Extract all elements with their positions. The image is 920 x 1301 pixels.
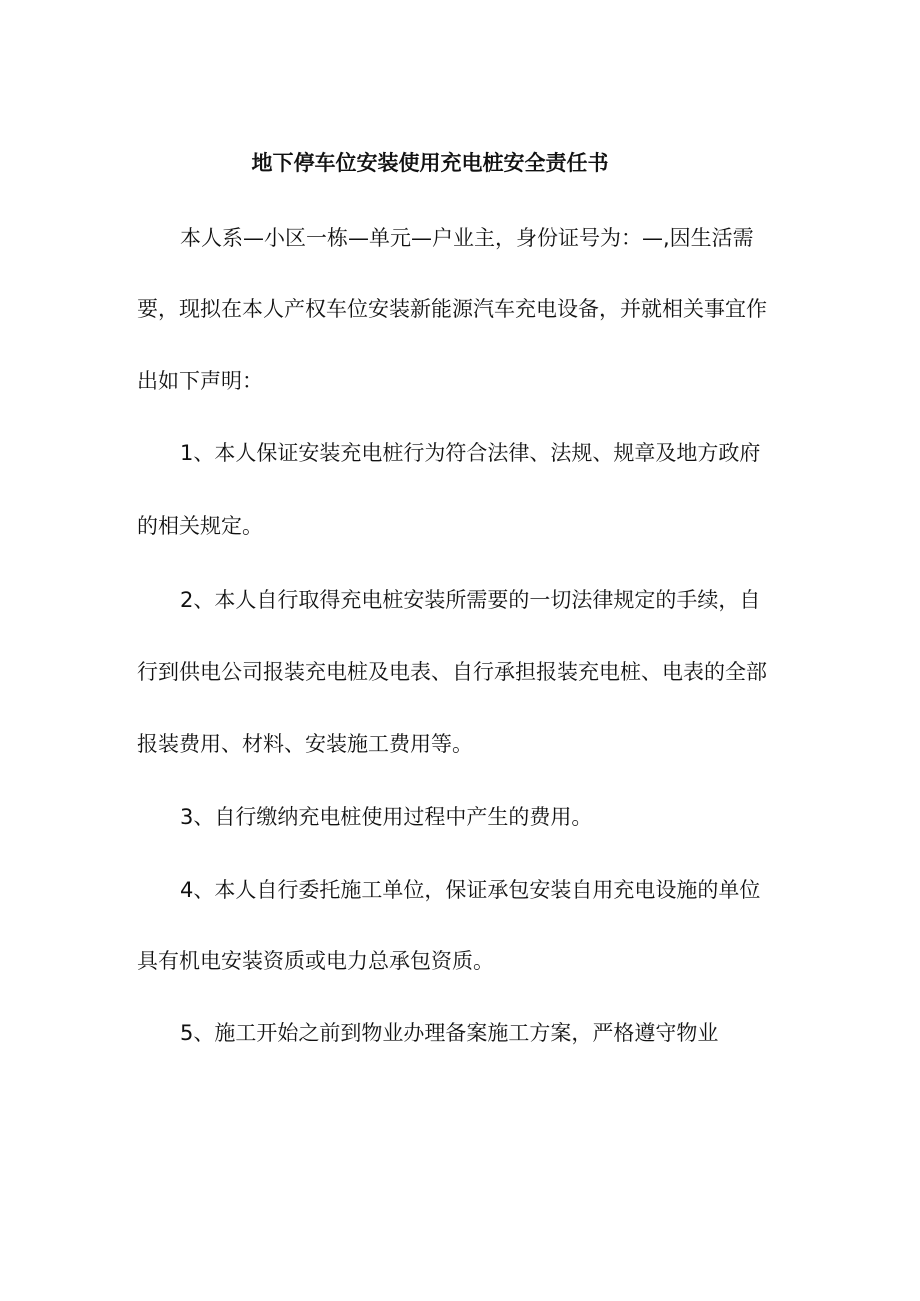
text-line: 行到供电公司报装充电桩及电表、自行承担报装充电桩、电表的全部 [137,660,767,684]
text-line: 报装费用、材料、安装施工费用等。 [137,732,473,756]
text-line: 具有机电安装资质或电力总承包资质。 [137,949,494,973]
text-line: 4、本人自行委托施工单位，保证承包安装自用充电设施的单位 [180,878,761,902]
text-line: 出如下声明： [137,369,263,393]
text-line: 5、施工开始之前到物业办理备案施工方案，严格遵守物业 [180,1021,719,1045]
text-line: 要，现拟在本人产权车位安装新能源汽车充电设备，并就相关事宜作 [137,297,767,321]
document-title: 地下停车位安装使用充电桩安全责任书 [251,151,609,175]
text-line: 3、自行缴纳充电桩使用过程中产生的费用。 [180,805,593,829]
text-line: 2、本人自行取得充电桩安装所需要的一切法律规定的手续，自 [180,588,761,612]
text-line: 1、本人保证安装充电桩行为符合法律、法规、规章及地方政府 [180,441,761,465]
text-line: 本人系—小区一栋—单元—户业主，身份证号为：—,因生活需 [180,226,754,250]
text-line: 的相关规定。 [137,514,263,538]
